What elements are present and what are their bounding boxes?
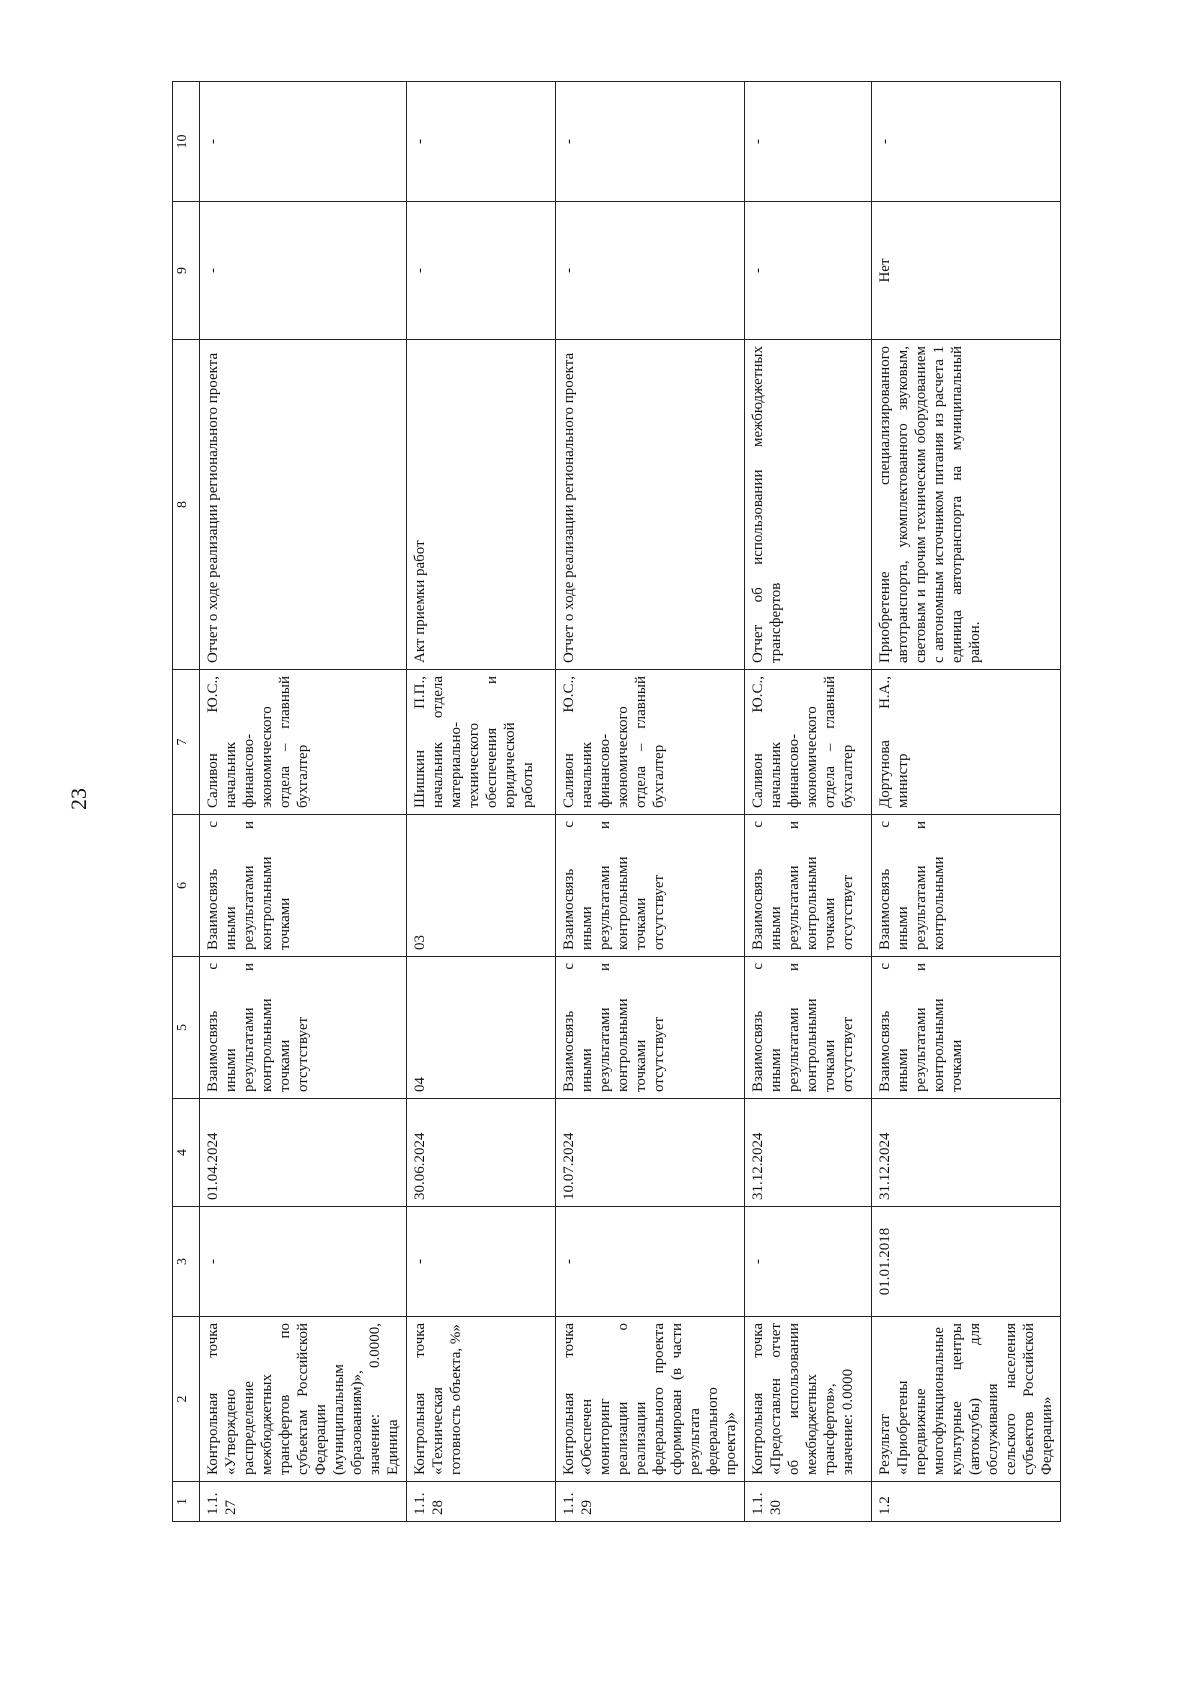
- cell-successors: Взаимосвязь с иными результатами и контрольными точками отсутствует: [556, 815, 745, 957]
- page-number: 23: [66, 788, 91, 810]
- table-row: [745, 82, 872, 1522]
- cell-name: Контрольная точка «Техническая готовность объекта, %»: [407, 1317, 556, 1482]
- cell-successors: 03: [407, 815, 556, 957]
- cell-col9: Нет: [872, 202, 1061, 340]
- cell-number: 1.1.29: [556, 1482, 745, 1522]
- cell-name: Результат «Приобретены передвижные многофункциональные культурные центры (автоклубы) для обслуживания сельского населения субъектов Российской Федерации»: [872, 1317, 1061, 1482]
- cell-number: 1.1.27: [200, 1482, 407, 1522]
- cell-successors: Взаимосвязь с иными результатами и контрольными: [872, 815, 1061, 957]
- cell-name: Контрольная точка «Предоставлен отчет об использовании межбюджетных трансфертов», значение: 0.0000: [745, 1317, 872, 1482]
- cell-name: Контрольная точка «Обеспечен мониторинг реализации о реализации федерального проекта сформирован (в части результата федерального проекта)»: [556, 1317, 745, 1482]
- cell-predecessors: Взаимосвязь с иными результатами и контрольными точками отсутствует: [556, 957, 745, 1099]
- col-header-3: 3: [173, 1207, 200, 1317]
- cell-predecessors: Взаимосвязь с иными результатами и контрольными точками отсутствует: [200, 957, 407, 1099]
- cell-end-date: 01.04.2024: [200, 1099, 407, 1207]
- table-container: [172, 82, 1055, 1522]
- table-row: [872, 82, 1061, 1522]
- cell-start-date: -: [556, 1207, 745, 1317]
- col-header-9: 9: [173, 202, 200, 340]
- table-row: [407, 82, 556, 1522]
- header-row: [173, 82, 200, 1522]
- cell-predecessors: 04: [407, 957, 556, 1099]
- cell-col9: -: [556, 202, 745, 340]
- cell-col10: -: [872, 82, 1061, 202]
- col-header-1: 1: [173, 1482, 200, 1522]
- col-header-4: 4: [173, 1099, 200, 1207]
- table-row: [556, 82, 745, 1522]
- cell-col9: -: [200, 202, 407, 340]
- cell-successors: Взаимосвязь с иными результатами и контрольными точками отсутствует: [745, 815, 872, 957]
- cell-start-date: -: [407, 1207, 556, 1317]
- cell-responsible: Саливон Ю.С., начальник финансово-экономического отдела – главный бухгалтер: [556, 670, 745, 815]
- col-header-8: 8: [173, 340, 200, 670]
- cell-responsible: Дортунова Н.А., министр: [872, 670, 1061, 815]
- col-header-10: 10: [173, 82, 200, 202]
- cell-successors: Взаимосвязь с иными результатами и контрольными точками: [200, 815, 407, 957]
- cell-start-date: -: [200, 1207, 407, 1317]
- cell-document: Отчет о ходе реализации регионального проекта: [200, 340, 407, 670]
- cell-col10: -: [556, 82, 745, 202]
- cell-col10: -: [200, 82, 407, 202]
- cell-responsible: Саливон Ю.С., начальник финансово-экономического отдела – главный бухгалтер: [745, 670, 872, 815]
- cell-start-date: -: [745, 1207, 872, 1317]
- table-row: [200, 82, 407, 1522]
- cell-end-date: 10.07.2024: [556, 1099, 745, 1207]
- cell-predecessors: Взаимосвязь с иными результатами и контрольными точками: [872, 957, 1061, 1099]
- cell-end-date: 31.12.2024: [745, 1099, 872, 1207]
- cell-col9: -: [407, 202, 556, 340]
- cell-name: Контрольная точка «Утверждено распределение межбюджетных трансфертов по субъектам Российской Федерации (муниципальным образованиям)», значение: 0.0000, Единица: [200, 1317, 407, 1482]
- cell-responsible: Саливон Ю.С., начальник финансово-экономического отдела – главный бухгалтер: [200, 670, 407, 815]
- cell-col10: -: [745, 82, 872, 202]
- col-header-5: 5: [173, 957, 200, 1099]
- cell-number: 1.1.28: [407, 1482, 556, 1522]
- control-points-table: [172, 81, 1061, 1522]
- cell-number: 1.2: [872, 1482, 1061, 1522]
- cell-end-date: 31.12.2024: [872, 1099, 1061, 1207]
- cell-document: Акт приемки работ: [407, 340, 556, 670]
- cell-document: Отчет о ходе реализации регионального проекта: [556, 340, 745, 670]
- cell-start-date: 01.01.2018: [872, 1207, 1061, 1317]
- cell-document: Приобретение специализированного автотранспорта, укомплектованного звуковым, световым и прочим техническим оборудованием с автономным источником питания из расчета 1 единица автотранспорта на муниципальный район.: [872, 340, 1061, 670]
- cell-predecessors: Взаимосвязь с иными результатами и контрольными точками отсутствует: [745, 957, 872, 1099]
- col-header-7: 7: [173, 670, 200, 815]
- table-rotated: [172, 82, 1055, 1522]
- cell-responsible: Шишкин П.П., начальник отдела материально-технического обеспечения и юридической работы: [407, 670, 556, 815]
- cell-end-date: 30.06.2024: [407, 1099, 556, 1207]
- cell-col9: -: [745, 202, 872, 340]
- col-header-6: 6: [173, 815, 200, 957]
- cell-number: 1.1.30: [745, 1482, 872, 1522]
- col-header-2: 2: [173, 1317, 200, 1482]
- cell-document: Отчет об использовании межбюджетных трансфертов: [745, 340, 872, 670]
- cell-col10: -: [407, 82, 556, 202]
